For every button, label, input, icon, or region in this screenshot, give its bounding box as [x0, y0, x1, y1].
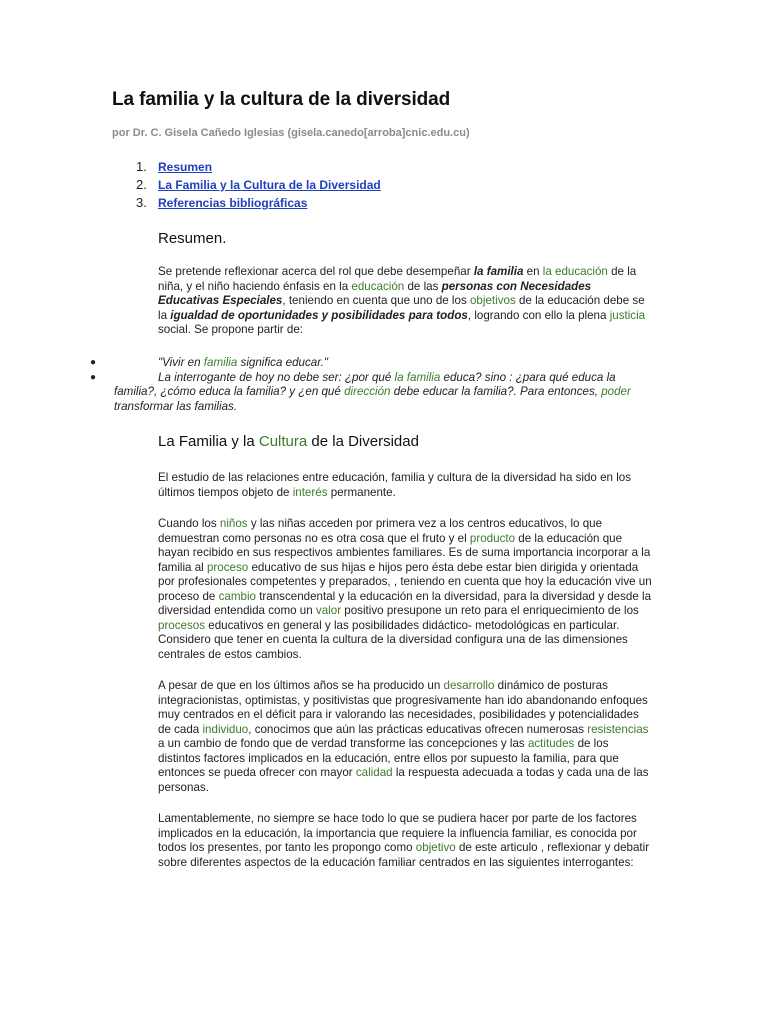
- section-paragraph-4: [158, 812, 654, 870]
- keyword-link[interactable]: actitudes: [527, 737, 575, 750]
- text-run: positivo presupone un reto para el enriquecimiento de los: [341, 604, 639, 617]
- toc-number: 2.: [136, 177, 147, 192]
- text-run: La interrogante de hoy no debe ser: ¿por qué: [158, 370, 395, 384]
- text-run: , logrando con ello la plena: [467, 308, 610, 322]
- section-paragraph-3: [158, 679, 654, 795]
- keyword-link[interactable]: proceso: [206, 560, 249, 574]
- keyword-link[interactable]: dirección: [344, 385, 391, 398]
- text-run: Se pretende reflexionar acerca del rol que debe desempeñar: [158, 265, 474, 278]
- keyword-link[interactable]: Cultura: [258, 433, 308, 450]
- resumen-heading: Resumen.: [158, 230, 227, 247]
- keyword-link[interactable]: individuo: [202, 722, 249, 736]
- text-run: La Familia y la: [158, 433, 259, 450]
- text-run: social. Se propone partir de:: [158, 323, 304, 336]
- keyword-link[interactable]: calidad: [355, 766, 393, 779]
- text-run: a un cambio de fondo que de verdad transforme las concepciones y las: [158, 737, 528, 750]
- text-run: transformar las familias.: [114, 399, 238, 413]
- keyword-link[interactable]: objetivos: [469, 294, 516, 307]
- emphasis-text: igualdad de oportunidades y posibilidades para todos: [170, 308, 468, 322]
- text-run: de los distintos factores implicados en la educación, entre ellos por supuesto la familia, para que entonces se pueda ofrecer con mayor: [158, 737, 619, 779]
- text-run: debe educar la familia?. Para entonces,: [390, 385, 602, 398]
- toc-item: [112, 158, 512, 176]
- text-run: de la Diversidad: [307, 433, 419, 450]
- toc-link-resumen[interactable]: Resumen: [158, 160, 213, 174]
- keyword-link[interactable]: desarrollo: [443, 679, 495, 692]
- text-run: Lamentablemente, no siempre se hace todo lo que se pudiera hacer por parte de los factores implicados en la educación, la importancia que requiere la influencia familiar, es conocida por todos los presentes, por tanto les propongo como: [158, 812, 637, 854]
- bullet-icon: ●: [90, 357, 97, 368]
- keyword-link[interactable]: producto: [469, 531, 516, 545]
- text-run: de la educación que hayan recibido en sus respectivos ambientes familiares. Es de suma importancia incorporar a la familia al: [158, 531, 651, 574]
- bullet-icon: ●: [90, 371, 97, 383]
- section-paragraph-2: [158, 517, 654, 662]
- toc-number: 3.: [136, 195, 147, 210]
- text-run: educativo de sus hijas e hijos pero ésta debe estar bien dirigida y orientada por profesionales competentes y preparados, , teniendo en cuenta que hoy la educación vive un proceso de: [158, 560, 652, 603]
- text-run: "Vivir en: [158, 356, 204, 369]
- keyword-link[interactable]: justicia: [609, 308, 646, 322]
- text-run: de la niña, y el niño haciendo énfasis en la: [158, 265, 637, 293]
- text-run: de este articulo , reflexionar y debatir sobre diferentes aspectos de la educación familiar centrados en las siguientes interrogantes:: [158, 841, 650, 869]
- keyword-link[interactable]: la educación: [542, 265, 608, 278]
- text-run: educa? sino : ¿para qué educa la familia?, ¿cómo educa la familia? y ¿en qué: [114, 370, 616, 398]
- keyword-link[interactable]: familia: [203, 356, 238, 369]
- toc-link-familia-cultura[interactable]: La Familia y la Cultura de la Diversidad: [158, 178, 381, 192]
- keyword-link[interactable]: interés: [292, 485, 328, 499]
- resumen-paragraph: [158, 265, 654, 338]
- toc-item: [112, 176, 512, 194]
- toc-link-referencias[interactable]: Referencias bibliográficas: [158, 196, 308, 210]
- author-byline: por Dr. C. Gisela Cañedo Iglesias (gisela.canedo[arroba]cnic.edu.cu): [112, 127, 470, 139]
- text-run: educativos en general y las posibilidades didáctico- metodológicas en particular. Considero que tener en cuenta la cultura de la diversidad configura una de las dimensiones centrales de estos cambios.: [158, 618, 628, 661]
- toc-item: [112, 194, 512, 212]
- keyword-link[interactable]: cambio: [218, 589, 256, 603]
- text-run: en: [523, 265, 543, 278]
- text-run: de la educación debe se la: [158, 294, 645, 322]
- page-title: La familia y la cultura de la diversidad: [112, 89, 451, 110]
- text-run: El estudio de las relaciones entre educación, familia y cultura de la diversidad ha sido en los últimos tiempos objeto de: [158, 471, 632, 499]
- text-run: significa educar.": [237, 356, 328, 369]
- text-run: , teniendo en cuenta que uno de los: [282, 294, 470, 307]
- text-run: Cuando los: [158, 517, 220, 530]
- list-item: [88, 356, 658, 371]
- keyword-link[interactable]: resistencias: [587, 722, 649, 736]
- toc-number: 1.: [136, 159, 147, 174]
- keyword-link[interactable]: objetivo: [415, 841, 456, 854]
- emphasis-text: personas con Necesidades Educativas Especiales: [158, 279, 592, 307]
- list-item: [88, 371, 658, 415]
- text-run: , conocimos que aún las prácticas educativas ofrecen numerosas: [248, 722, 588, 736]
- keyword-link[interactable]: valor: [315, 604, 342, 617]
- text-run: dinámico de posturas integracionistas, optimistas, y positivistas que progresivamente han ido abandonando enfoques muy centrados en el déficit para ir valorando las necesidades, posibilidades y potencialidades de cada: [158, 679, 648, 736]
- keyword-link[interactable]: procesos: [158, 618, 206, 632]
- emphasis-text: la familia: [473, 265, 524, 278]
- text-run: la respuesta adecuada a todas y cada una de las personas.: [158, 766, 649, 794]
- text-run: de las: [404, 279, 442, 293]
- text-run: A pesar de que en los últimos años se ha producido un: [158, 679, 444, 692]
- keyword-link[interactable]: la familia: [394, 370, 441, 384]
- keyword-link[interactable]: poder: [601, 385, 631, 398]
- text-run: y las niñas acceden por primera vez a los centros educativos, lo que demuestran como personas no es otra cosa que el fruto y el: [158, 517, 603, 545]
- text-run: permanente.: [327, 485, 396, 499]
- keyword-link[interactable]: educación: [351, 279, 405, 293]
- quote-list: [88, 356, 658, 414]
- text-run: transcendental y la educación en la diversidad, para la diversidad y desde la diversidad entendida como un: [158, 589, 652, 617]
- table-of-contents: [112, 158, 512, 212]
- section-heading: [158, 433, 419, 450]
- keyword-link[interactable]: niños: [219, 517, 248, 530]
- section-paragraph-1: [158, 471, 654, 500]
